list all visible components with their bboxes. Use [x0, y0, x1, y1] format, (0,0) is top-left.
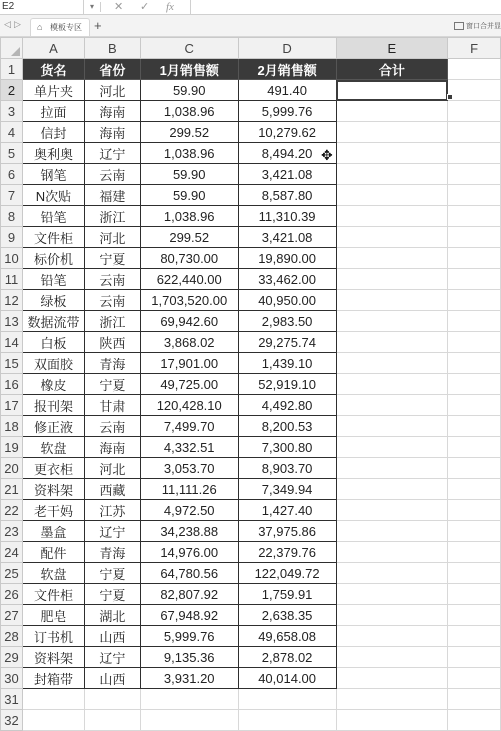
empty-cell[interactable]	[84, 710, 140, 731]
cell-name[interactable]: 订书机	[22, 626, 84, 647]
cell-jan-sales[interactable]: 59.90	[140, 185, 238, 206]
cell-name[interactable]: 奥利奥	[22, 143, 84, 164]
empty-cell[interactable]	[448, 416, 501, 437]
total-cell[interactable]	[336, 269, 448, 290]
cell-name[interactable]: 钢笔	[22, 164, 84, 185]
cell-province[interactable]: 宁夏	[84, 563, 140, 584]
cell-jan-sales[interactable]: 80,730.00	[140, 248, 238, 269]
table-row	[1, 458, 501, 479]
cell-province[interactable]: 海南	[84, 437, 140, 458]
table-row	[1, 248, 501, 269]
window-merge-button[interactable]	[454, 21, 501, 31]
cell-feb-sales[interactable]: 1,427.40	[238, 500, 336, 521]
table-row	[1, 374, 501, 395]
cell-feb-sales[interactable]: 5,999.76	[238, 101, 336, 122]
cell-jan-sales[interactable]: 622,440.00	[140, 269, 238, 290]
cell-province[interactable]: 江苏	[84, 500, 140, 521]
cell-jan-sales[interactable]: 9,135.36	[140, 647, 238, 668]
total-cell[interactable]	[336, 122, 448, 143]
cell-name[interactable]: 双面胶	[22, 353, 84, 374]
row-header[interactable]: 14	[1, 332, 23, 353]
total-cell[interactable]	[336, 311, 448, 332]
cell-name[interactable]: 白板	[22, 332, 84, 353]
row-header[interactable]: 27	[1, 605, 23, 626]
cell-feb-sales[interactable]: 1,439.10	[238, 353, 336, 374]
empty-cell[interactable]	[448, 374, 501, 395]
cell-jan-sales[interactable]: 64,780.56	[140, 563, 238, 584]
cell-jan-sales[interactable]: 5,999.76	[140, 626, 238, 647]
cell-jan-sales[interactable]: 299.52	[140, 227, 238, 248]
cell-name[interactable]: 报刊架	[22, 395, 84, 416]
header-cell-jan-sales[interactable]: 1月销售额	[140, 59, 238, 80]
empty-cell[interactable]	[448, 332, 501, 353]
empty-cell[interactable]	[448, 500, 501, 521]
cell-province[interactable]: 浙江	[84, 206, 140, 227]
total-cell[interactable]	[336, 290, 448, 311]
cell-province[interactable]: 山西	[84, 626, 140, 647]
total-cell[interactable]	[336, 374, 448, 395]
cell-feb-sales[interactable]: 10,279.62	[238, 122, 336, 143]
empty-cell[interactable]	[22, 689, 84, 710]
row-header[interactable]: 26	[1, 584, 23, 605]
cell-province[interactable]: 浙江	[84, 311, 140, 332]
table-row	[1, 80, 501, 101]
row-header[interactable]: 8	[1, 206, 23, 227]
empty-cell[interactable]	[448, 668, 501, 689]
empty-cell[interactable]	[448, 59, 501, 80]
cell-jan-sales[interactable]: 1,038.96	[140, 143, 238, 164]
cell-feb-sales[interactable]: 37,975.86	[238, 521, 336, 542]
cell-feb-sales[interactable]: 2,878.02	[238, 647, 336, 668]
empty-cell[interactable]	[448, 647, 501, 668]
move-cursor-icon: ✥	[321, 147, 333, 163]
total-cell[interactable]	[336, 458, 448, 479]
row-header[interactable]: 23	[1, 521, 23, 542]
cell-province[interactable]: 辽宁	[84, 521, 140, 542]
tab-prev-icon[interactable]: ◁	[4, 19, 11, 29]
total-cell[interactable]	[336, 395, 448, 416]
sheet-tab-bar	[0, 15, 501, 37]
column-header-f[interactable]: F	[448, 38, 501, 59]
table-row	[1, 206, 501, 227]
empty-cell[interactable]	[448, 542, 501, 563]
empty-cell[interactable]	[448, 689, 501, 710]
cell-province[interactable]: 宁夏	[84, 374, 140, 395]
cell-province[interactable]: 海南	[84, 101, 140, 122]
total-cell[interactable]	[336, 668, 448, 689]
header-cell-feb-sales[interactable]: 2月销售额	[238, 59, 336, 80]
total-cell[interactable]	[336, 353, 448, 374]
cell-province[interactable]: 福建	[84, 185, 140, 206]
cell-name[interactable]: 铅笔	[22, 206, 84, 227]
table-row	[1, 668, 501, 689]
empty-row	[1, 710, 501, 731]
empty-cell[interactable]	[448, 710, 501, 731]
select-all-corner[interactable]	[1, 38, 23, 59]
empty-cell[interactable]	[448, 584, 501, 605]
cell-jan-sales[interactable]: 14,976.00	[140, 542, 238, 563]
row-header[interactable]: 16	[1, 374, 23, 395]
cell-jan-sales[interactable]: 3,931.20	[140, 668, 238, 689]
column-header-c[interactable]: C	[140, 38, 238, 59]
empty-cell[interactable]	[448, 122, 501, 143]
empty-cell[interactable]	[448, 164, 501, 185]
row-header[interactable]: 9	[1, 227, 23, 248]
table-row	[1, 500, 501, 521]
cell-jan-sales[interactable]: 69,942.60	[140, 311, 238, 332]
cell-jan-sales[interactable]: 17,901.00	[140, 353, 238, 374]
empty-cell[interactable]	[238, 710, 336, 731]
table-row	[1, 269, 501, 290]
empty-cell[interactable]	[448, 563, 501, 584]
cell-feb-sales[interactable]: 4,492.80	[238, 395, 336, 416]
row-header[interactable]: 5	[1, 143, 23, 164]
window-merge-label: 窗口合并显	[466, 23, 501, 30]
empty-cell[interactable]	[448, 185, 501, 206]
cell-feb-sales[interactable]: 11,310.39	[238, 206, 336, 227]
row-header[interactable]: 7	[1, 185, 23, 206]
row-header[interactable]: 13	[1, 311, 23, 332]
empty-cell[interactable]	[448, 269, 501, 290]
cell-jan-sales[interactable]: 1,038.96	[140, 206, 238, 227]
total-cell[interactable]	[336, 164, 448, 185]
cell-feb-sales[interactable]: 49,658.08	[238, 626, 336, 647]
total-cell[interactable]	[336, 248, 448, 269]
cell-name[interactable]: 数据流带	[22, 311, 84, 332]
cell-jan-sales[interactable]: 3,053.70	[140, 458, 238, 479]
cell-feb-sales[interactable]: 8,200.53	[238, 416, 336, 437]
cell-jan-sales[interactable]: 7,499.70	[140, 416, 238, 437]
row-header[interactable]: 12	[1, 290, 23, 311]
cell-name[interactable]: 软盘	[22, 563, 84, 584]
cell-name[interactable]: 配件	[22, 542, 84, 563]
empty-cell[interactable]	[140, 689, 238, 710]
header-cell-name[interactable]: 货名	[22, 59, 84, 80]
home-icon: ⌂	[37, 22, 43, 32]
empty-cell[interactable]	[448, 437, 501, 458]
formula-input[interactable]	[190, 0, 501, 14]
cell-feb-sales[interactable]: 40,014.00	[238, 668, 336, 689]
cell-feb-sales[interactable]: 3,421.08	[238, 164, 336, 185]
cell-name[interactable]: 肥皂	[22, 605, 84, 626]
cell-province[interactable]: 陕西	[84, 332, 140, 353]
row-header[interactable]: 25	[1, 563, 23, 584]
row-header[interactable]: 10	[1, 248, 23, 269]
total-cell[interactable]	[336, 101, 448, 122]
cell-province[interactable]: 湖北	[84, 605, 140, 626]
tab-label: 模板专区	[50, 23, 82, 32]
total-cell[interactable]	[336, 584, 448, 605]
table-row	[1, 437, 501, 458]
total-cell[interactable]	[336, 206, 448, 227]
cell-name[interactable]: N次贴	[22, 185, 84, 206]
total-cell[interactable]	[336, 626, 448, 647]
cell-name[interactable]: 单片夹	[22, 80, 84, 101]
cell-province[interactable]: 云南	[84, 416, 140, 437]
cell-feb-sales[interactable]: 40,950.00	[238, 290, 336, 311]
tab-next-icon[interactable]: ▷	[14, 19, 21, 29]
add-tab-button[interactable]: +	[94, 18, 102, 33]
formula-separator	[100, 2, 101, 12]
row-header[interactable]: 11	[1, 269, 23, 290]
cell-jan-sales[interactable]: 11,111.26	[140, 479, 238, 500]
total-cell[interactable]	[336, 605, 448, 626]
table-row	[1, 416, 501, 437]
column-header-d[interactable]: D	[238, 38, 336, 59]
table-row	[1, 332, 501, 353]
spreadsheet-grid	[0, 37, 501, 731]
empty-cell[interactable]	[140, 710, 238, 731]
table-row	[1, 311, 501, 332]
cell-jan-sales[interactable]: 59.90	[140, 164, 238, 185]
total-cell[interactable]	[336, 143, 448, 164]
empty-cell[interactable]	[448, 80, 501, 101]
cell-name[interactable]: 橡皮	[22, 374, 84, 395]
row-header[interactable]: 18	[1, 416, 23, 437]
cell-feb-sales[interactable]: 7,300.80	[238, 437, 336, 458]
cell-jan-sales[interactable]: 59.90	[140, 80, 238, 101]
cell-province[interactable]: 河北	[84, 458, 140, 479]
cell-feb-sales[interactable]: 122,049.72	[238, 563, 336, 584]
table-row	[1, 584, 501, 605]
cell-name[interactable]: 更衣柜	[22, 458, 84, 479]
total-cell[interactable]	[336, 416, 448, 437]
cell-jan-sales[interactable]: 3,868.02	[140, 332, 238, 353]
cell-feb-sales[interactable]: 52,919.10	[238, 374, 336, 395]
table-row	[1, 626, 501, 647]
total-cell[interactable]	[336, 185, 448, 206]
empty-cell[interactable]	[448, 101, 501, 122]
row-header[interactable]: 30	[1, 668, 23, 689]
total-cell[interactable]	[336, 500, 448, 521]
cell-name[interactable]: 资料架	[22, 479, 84, 500]
row-header[interactable]: 31	[1, 689, 23, 710]
fill-handle[interactable]	[447, 94, 453, 100]
cell-province[interactable]: 云南	[84, 164, 140, 185]
empty-cell[interactable]	[448, 605, 501, 626]
total-cell[interactable]	[336, 689, 448, 710]
table-row	[1, 227, 501, 248]
name-box[interactable]: E2	[0, 0, 84, 14]
row-header[interactable]: 3	[1, 101, 23, 122]
confirm-icon[interactable]: ✓	[140, 1, 150, 13]
cell-name[interactable]: 墨盒	[22, 521, 84, 542]
cell-name[interactable]: 绿板	[22, 290, 84, 311]
cell-province[interactable]: 山西	[84, 668, 140, 689]
cell-feb-sales[interactable]: 491.40	[238, 80, 336, 101]
cell-feb-sales[interactable]: 1,759.91	[238, 584, 336, 605]
total-cell[interactable]	[336, 647, 448, 668]
table-row	[1, 101, 501, 122]
empty-cell[interactable]	[448, 311, 501, 332]
empty-cell[interactable]	[448, 626, 501, 647]
empty-row	[1, 689, 501, 710]
cell-name[interactable]: 软盘	[22, 437, 84, 458]
formula-bar	[0, 0, 501, 15]
cell-province[interactable]: 河北	[84, 80, 140, 101]
table-row	[1, 605, 501, 626]
cell-province[interactable]: 青海	[84, 353, 140, 374]
row-header[interactable]: 21	[1, 479, 23, 500]
row-header[interactable]: 32	[1, 710, 23, 731]
row-header[interactable]: 2	[1, 80, 23, 101]
table-row	[1, 479, 501, 500]
cell-feb-sales[interactable]: 19,890.00	[238, 248, 336, 269]
window-icon	[454, 22, 464, 30]
cell-feb-sales[interactable]: 8,494.20	[238, 143, 336, 164]
cell-feb-sales[interactable]: 3,421.08	[238, 227, 336, 248]
total-cell[interactable]	[336, 437, 448, 458]
table-row	[1, 542, 501, 563]
row-header[interactable]: 22	[1, 500, 23, 521]
selected-cell[interactable]	[336, 80, 448, 101]
cell-feb-sales[interactable]: 8,587.80	[238, 185, 336, 206]
cell-jan-sales[interactable]: 49,725.00	[140, 374, 238, 395]
row-header[interactable]: 4	[1, 122, 23, 143]
row-header[interactable]: 24	[1, 542, 23, 563]
row-header[interactable]: 20	[1, 458, 23, 479]
row-header[interactable]: 6	[1, 164, 23, 185]
table-row	[1, 164, 501, 185]
empty-cell[interactable]	[448, 353, 501, 374]
column-header-b[interactable]: B	[84, 38, 140, 59]
cell-province[interactable]: 宁夏	[84, 248, 140, 269]
cell-province[interactable]: 宁夏	[84, 584, 140, 605]
cell-feb-sales[interactable]: 33,462.00	[238, 269, 336, 290]
name-box-dropdown-icon[interactable]: ▾	[90, 2, 95, 11]
cell-name[interactable]: 拉面	[22, 101, 84, 122]
cell-province[interactable]: 青海	[84, 542, 140, 563]
cell-name[interactable]: 老干妈	[22, 500, 84, 521]
cell-name[interactable]: 文件柜	[22, 584, 84, 605]
cell-jan-sales[interactable]: 120,428.10	[140, 395, 238, 416]
cell-name[interactable]: 文件柜	[22, 227, 84, 248]
cell-province[interactable]: 河北	[84, 227, 140, 248]
cancel-icon[interactable]: ✕	[114, 1, 124, 13]
column-header-a[interactable]: A	[22, 38, 84, 59]
function-icon[interactable]: fx	[166, 1, 174, 13]
cell-province[interactable]: 辽宁	[84, 647, 140, 668]
cell-name[interactable]: 修正液	[22, 416, 84, 437]
cell-feb-sales[interactable]: 2,983.50	[238, 311, 336, 332]
column-header-e[interactable]: E	[336, 38, 448, 59]
total-cell[interactable]	[336, 710, 448, 731]
header-cell-province[interactable]: 省份	[84, 59, 140, 80]
table-row	[1, 647, 501, 668]
total-cell[interactable]	[336, 563, 448, 584]
empty-cell[interactable]	[448, 479, 501, 500]
table-row	[1, 122, 501, 143]
cell-jan-sales[interactable]: 4,332.51	[140, 437, 238, 458]
cell-province[interactable]: 云南	[84, 269, 140, 290]
cell-feb-sales[interactable]: 7,349.94	[238, 479, 336, 500]
empty-cell[interactable]	[448, 521, 501, 542]
table-row	[1, 395, 501, 416]
empty-cell[interactable]	[448, 458, 501, 479]
table-row	[1, 563, 501, 584]
table-row	[1, 521, 501, 542]
total-cell[interactable]	[336, 332, 448, 353]
table-row	[1, 185, 501, 206]
empty-cell[interactable]	[448, 227, 501, 248]
table-row	[1, 353, 501, 374]
cell-province[interactable]: 甘肃	[84, 395, 140, 416]
total-cell[interactable]	[336, 479, 448, 500]
empty-cell[interactable]	[22, 710, 84, 731]
row-header[interactable]: 28	[1, 626, 23, 647]
cell-province[interactable]: 辽宁	[84, 143, 140, 164]
cell-feb-sales[interactable]: 22,379.76	[238, 542, 336, 563]
cell-name[interactable]: 信封	[22, 122, 84, 143]
cell-jan-sales[interactable]: 34,238.88	[140, 521, 238, 542]
empty-cell[interactable]	[448, 206, 501, 227]
cell-jan-sales[interactable]: 299.52	[140, 122, 238, 143]
row-header[interactable]: 29	[1, 647, 23, 668]
tab-template-zone[interactable]	[30, 18, 90, 36]
empty-cell[interactable]	[448, 143, 501, 164]
cell-province[interactable]: 海南	[84, 122, 140, 143]
cell-province[interactable]: 云南	[84, 290, 140, 311]
row-header[interactable]: 17	[1, 395, 23, 416]
table-row	[1, 143, 501, 164]
cell-feb-sales[interactable]: 2,638.35	[238, 605, 336, 626]
empty-cell[interactable]	[448, 395, 501, 416]
table-row	[1, 290, 501, 311]
empty-cell[interactable]	[448, 290, 501, 311]
cell-jan-sales[interactable]: 1,703,520.00	[140, 290, 238, 311]
total-cell[interactable]	[336, 542, 448, 563]
cell-jan-sales[interactable]: 4,972.50	[140, 500, 238, 521]
cell-name[interactable]: 铅笔	[22, 269, 84, 290]
row-header[interactable]: 15	[1, 353, 23, 374]
cell-jan-sales[interactable]: 82,807.92	[140, 584, 238, 605]
empty-cell[interactable]	[238, 689, 336, 710]
row-header[interactable]: 19	[1, 437, 23, 458]
empty-cell[interactable]	[84, 689, 140, 710]
table-header-row	[1, 59, 501, 80]
cell-name[interactable]: 资料架	[22, 647, 84, 668]
cell-name[interactable]: 标价机	[22, 248, 84, 269]
cell-jan-sales[interactable]: 67,948.92	[140, 605, 238, 626]
total-cell[interactable]	[336, 227, 448, 248]
cell-jan-sales[interactable]: 1,038.96	[140, 101, 238, 122]
cell-name[interactable]: 封箱带	[22, 668, 84, 689]
total-cell[interactable]	[336, 521, 448, 542]
row-header[interactable]: 1	[1, 59, 23, 80]
cell-feb-sales[interactable]: 29,275.74	[238, 332, 336, 353]
header-cell-total[interactable]: 合计	[336, 59, 448, 80]
empty-cell[interactable]	[448, 248, 501, 269]
cell-feb-sales[interactable]: 8,903.70	[238, 458, 336, 479]
cell-province[interactable]: 西藏	[84, 479, 140, 500]
